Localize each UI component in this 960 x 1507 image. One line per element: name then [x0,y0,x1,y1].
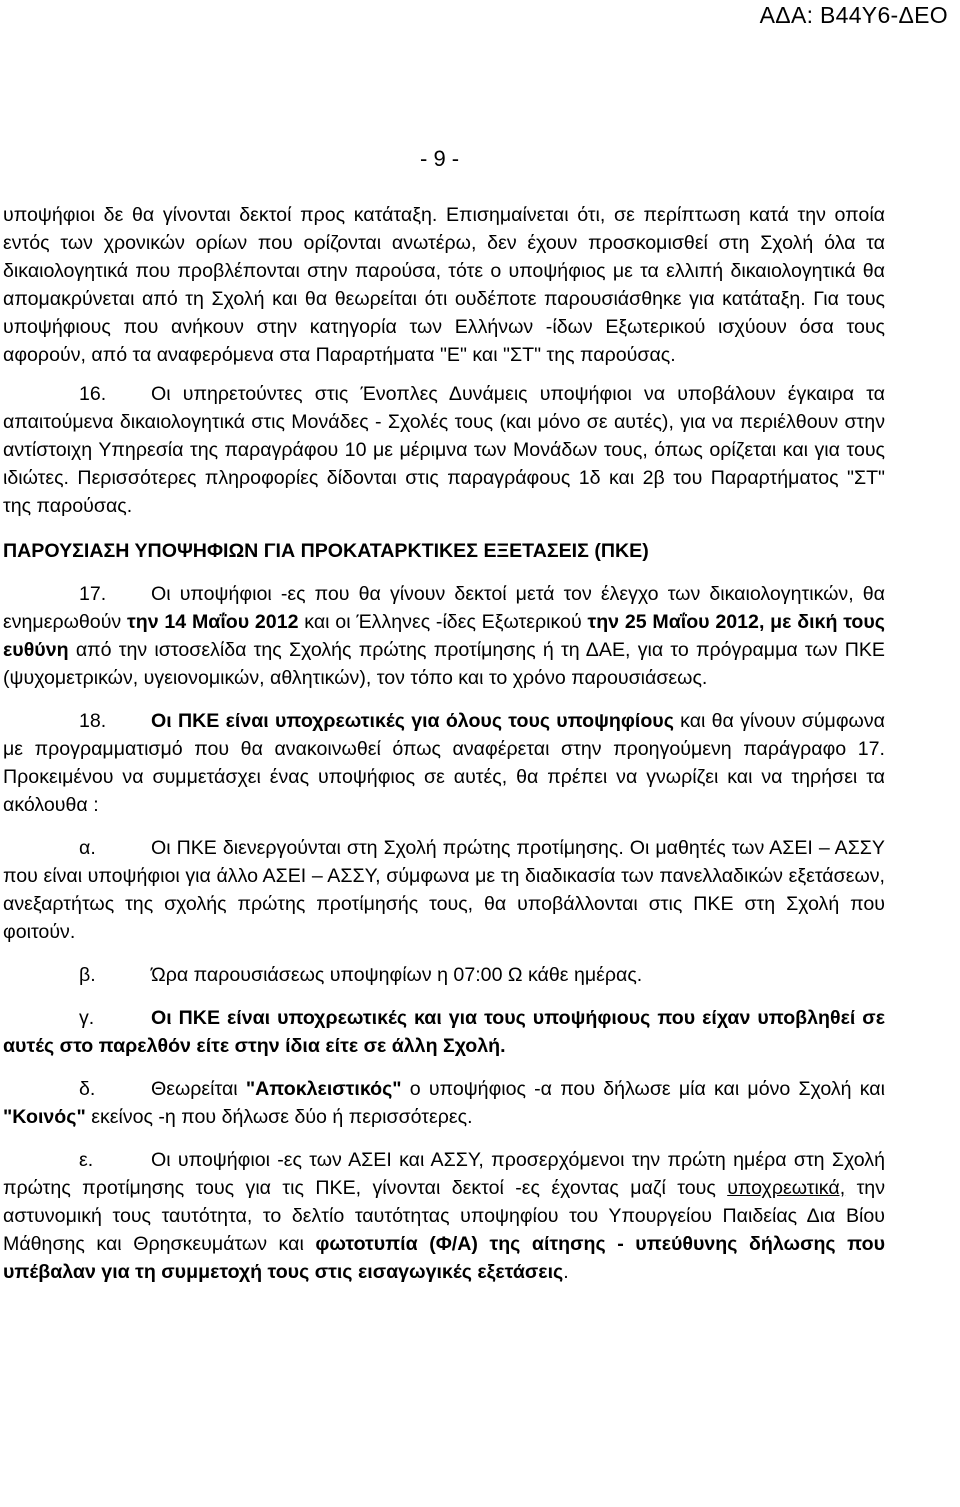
paragraph-text: και οι Έλληνες -ίδες Εξωτερικού [304,611,582,633]
item-text: Οι υποψήφιοι -ες των ΑΣΕΙ και ΑΣΣΥ, προσερχόμενοι την πρώτη ημέρα στη Σχολή πρώτης προτίμησης τους για τις ΠΚΕ, γίνονται δεκτοί -ες έχοντας μαζί τους [3,1149,885,1199]
date-bold: την 14 Μαΐου 2012 [127,611,299,633]
term-bold: "Κοινός" [3,1106,86,1128]
item-a [3,834,885,946]
paragraph-number: 17. [79,583,107,605]
date-bold: την 25 Μαΐου 2012, με δική τους ευθύνη [3,611,885,661]
item-text: Θεωρείται [151,1078,238,1100]
item-b [3,961,885,989]
paragraph-continuation [3,201,885,369]
item-d [3,1075,885,1131]
underlined-text: υποχρεωτικά, [727,1177,846,1199]
paragraph-text: και θα γίνουν σύμφωνα με προγραμματισμό που θα ανακοινωθεί όπως αναφέρεται στην προηγούμενη παράγραφο 17. Προκειμένου να συμμετάσχει ένας υποψήφιος σε αυτές, θα πρέπει να γνωρίζει και να τηρήσει τα ακόλουθα : [3,710,885,816]
paragraph-text: από την ιστοσελίδα της Σχολής πρώτης προτίμησης ή τη ΔΑΕ, για το πρόγραμμα των ΠΚΕ (ψυχομετρικών, υγειονομικών, αθλητικών), τον τόπο και το χρόνο παρουσιάσεως. [3,639,885,689]
paragraph-number: 18. [79,710,107,732]
item-c [3,1004,885,1060]
item-label: α. [79,837,96,859]
ada-code: ΑΔΑ: Β44Υ6-ΔΕΟ [759,2,948,28]
document-body [3,201,885,1286]
item-label: β. [79,964,96,986]
item-label: δ. [79,1078,96,1100]
item-label: γ. [79,1007,95,1029]
emphasis-bold: Οι ΠΚΕ είναι υποχρεωτικές και για τους υποψήφιους που είχαν υποβληθεί σε αυτές στο παρελθόν είτε στην ίδια είτε σε άλλη Σχολή. [3,1007,885,1057]
paragraph-text: Οι υπηρετούντες στις Ένοπλες Δυνάμεις υποψήφιοι να υποβάλουν έγκαιρα τα απαιτούμενα δικαιολογητικά στις Μονάδες - Σχολές τους (και μόνο σε αυτές), για να περιέλθουν στην αντίστοιχη Υπηρεσία της παραγράφου 10 με μέριμνα των Μονάδων τους, όπως ορίζεται και για τους ιδιώτες. Περισσότερες πληροφορίες δίδονται στις παραγράφους 1δ και 2β του Παραρτήματος "ΣΤ" της παρούσας. [3,383,885,517]
item-text: εκείνος -η που δήλωσε δύο ή περισσότερες. [91,1106,473,1128]
section-heading: ΠΑΡΟΥΣΙΑΣΗ ΥΠΟΨΗΦΙΩΝ ΓΙΑ ΠΡΟΚΑΤΑΡΚΤΙΚΕΣ ΕΞΕΤΑΣΕΙΣ (ΠΚΕ) [3,540,649,562]
item-text: . [563,1261,569,1283]
item-text: Οι ΠΚΕ διενεργούνται στη Σχολή πρώτης προτίμησης. Οι μαθητές των ΑΣΕΙ – ΑΣΣΥ που είναι υποψήφιοι για άλλο ΑΣΕΙ – ΑΣΣΥ, σύμφωνα με τη διαδικασία των πανελλαδικών εξετάσεων, ανεξαρτήτως της σχολής πρώτης προτίμησής τους, θα υποβάλλονται στις ΠΚΕ στη Σχολή που φοιτούν. [3,837,885,943]
paragraph-text: Οι υποψήφιοι -ες που θα γίνουν δεκτοί μετά τον έλεγχο των δικαιολογητικών, θα ενημερωθούν [3,583,885,633]
page-number: - 9 - [420,146,460,171]
item-e [3,1146,885,1286]
paragraph-18 [3,707,885,819]
paragraph-16 [3,380,885,520]
item-text: Ώρα παρουσιάσεως υποψηφίων η 07:00 Ω κάθε ημέρας. [151,964,643,986]
emphasis-bold: Οι ΠΚΕ είναι υποχρεωτικές για όλους τους υποψηφίους [151,710,674,732]
item-text: την αστυνομική τους ταυτότητα, το δελτίο ταυτότητας υποψηφίου του Υπουργείου Παιδείας Δια Βίου Μάθησης και Θρησκευμάτων και [3,1177,885,1255]
emphasis-bold: φωτοτυπία (Φ/Α) της αίτησης - υπεύθυνης δήλωσης που υπέβαλαν για τη συμμετοχή τους στις εισαγωγικές εξετάσεις [3,1233,886,1283]
paragraph-17 [3,580,885,692]
paragraph-number: 16. [79,383,107,405]
item-label: ε. [79,1149,94,1171]
paragraph-text: υποψήφιοι δε θα γίνονται δεκτοί προς κατάταξη. Επισημαίνεται ότι, σε περίπτωση κατά την οποία εντός των χρονικών ορίων που ορίζονται ανωτέρω, δεν έχουν προσκομισθεί στη Σχολή όλα τα δικαιολογητικά που προβλέπονται στην παρούσα, τότε ο υποψήφιος με τα ελλιπή δικαιολογητικά θα απομακρύνεται από τη Σχολή και θα θεωρείται ότι ουδέποτε παρουσιάσθηκε για κατάταξη. Για τους υποψήφιους που ανήκουν στην κατηγορία των Ελλήνων -ίδων Εξωτερικού ισχύουν όσα τους αφορούν, από τα αναφερόμενα στα Παραρτήματα "Ε" και "ΣΤ" της παρούσας. [3,204,885,366]
item-text: ο υποψήφιος -α που δήλωσε μία και μόνο Σχολή και [409,1078,885,1100]
term-bold: "Αποκλειστικός" [245,1078,402,1100]
